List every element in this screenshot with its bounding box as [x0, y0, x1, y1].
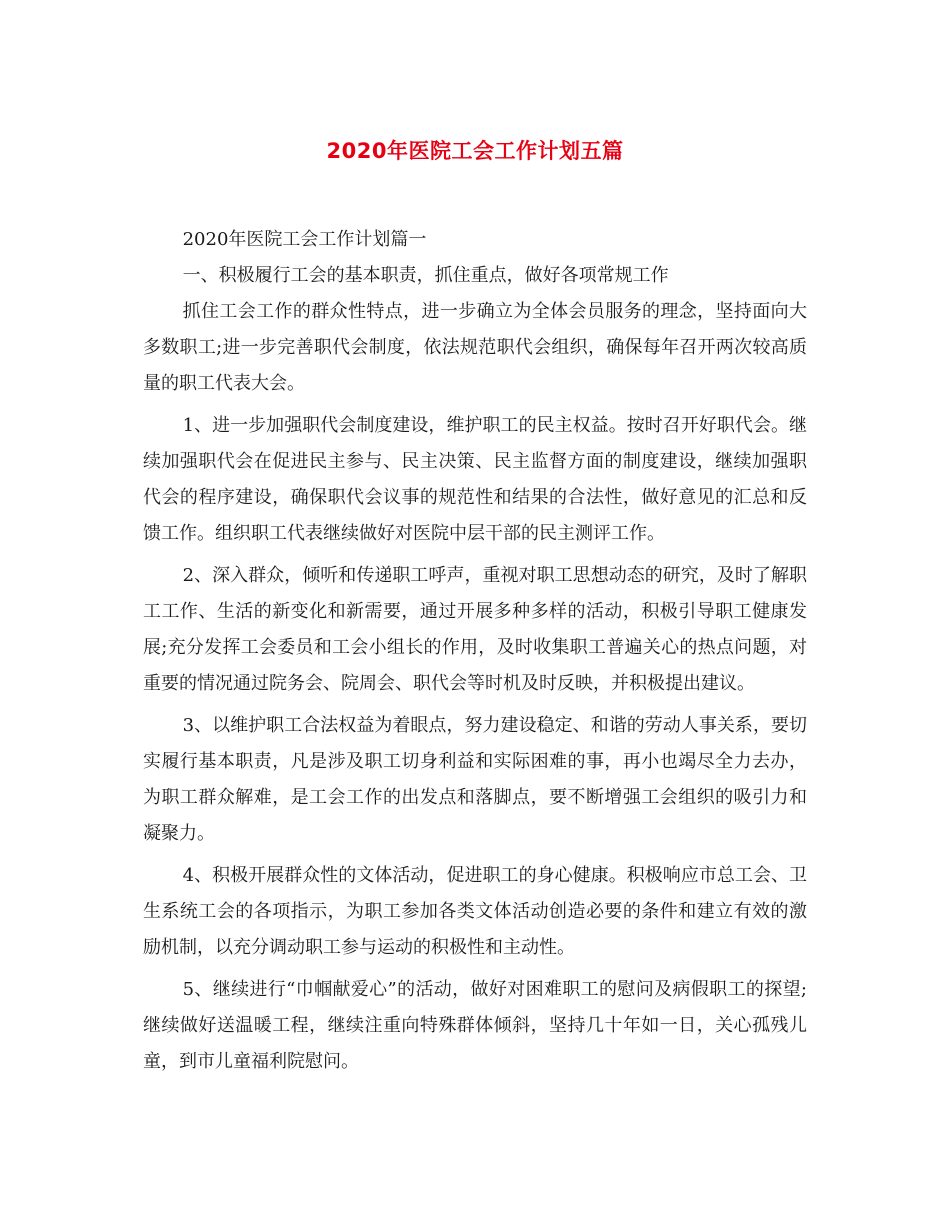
paragraph: 5、继续进行“巾帼献爱心”的活动，做好对困难职工的慰问及病假职工的探望;继续做好送温暖工程，继续注重向特殊群体倾斜，坚持几十年如一日，关心孤残儿童，到市儿童福利院慰问。	[143, 979, 807, 1072]
subsection-heading: 一、积极履行工会的基本职责，抓住重点，做好各项常规工作	[182, 265, 669, 286]
paragraph: 4、积极开展群众性的文体活动，促进职工的身心健康。积极响应市总工会、卫生系统工会的各项指示，为职工参加各类文体活动创造必要的条件和建立有效的激励机制，以充分调动职工参与运动的积极性和主动性。	[143, 865, 807, 958]
paragraph: 2、深入群众，倾听和传递职工呼声，重视对职工思想动态的研究，及时了解职工工作、生活的新变化和新需要，通过开展多种多样的活动，积极引导职工健康发展;充分发挥工会委员和工会小组长的作用，及时收集职工普遍关心的热点问题，对重要的情况通过院务会、院周会、职代会等时机及时反映，并积极提出建议。	[143, 565, 807, 694]
paragraph: 抓住工会工作的群众性特点，进一步确立为全体会员服务的理念，坚持面向大多数职工;进一步完善职代会制度，依法规范职代会组织，确保每年召开两次较高质量的职工代表大会。	[143, 301, 807, 394]
document-title: 2020年医院工会工作计划五篇	[326, 139, 624, 163]
paragraph: 1、进一步加强职代会制度建设，维护职工的民主权益。按时召开好职代会。继续加强职代会在促进民主参与、民主决策、民主监督方面的制度建设，继续加强职代会的程序建设，确保职代会议事的规范性和结果的合法性，做好意见的汇总和反馈工作。组织职工代表继续做好对医院中层干部的民主测评工作。	[143, 415, 807, 544]
section-heading: 2020年医院工会工作计划篇一	[182, 229, 427, 250]
document-body	[143, 222, 807, 1080]
paragraph: 3、以维护职工合法权益为着眼点，努力建设稳定、和谐的劳动人事关系，要切实履行基本职责，凡是涉及职工切身利益和实际困难的事，再小也竭尽全力去办，为职工群众解难，是工会工作的出发点和落脚点，要不断增强工会组织的吸引力和凝聚力。	[143, 715, 807, 844]
